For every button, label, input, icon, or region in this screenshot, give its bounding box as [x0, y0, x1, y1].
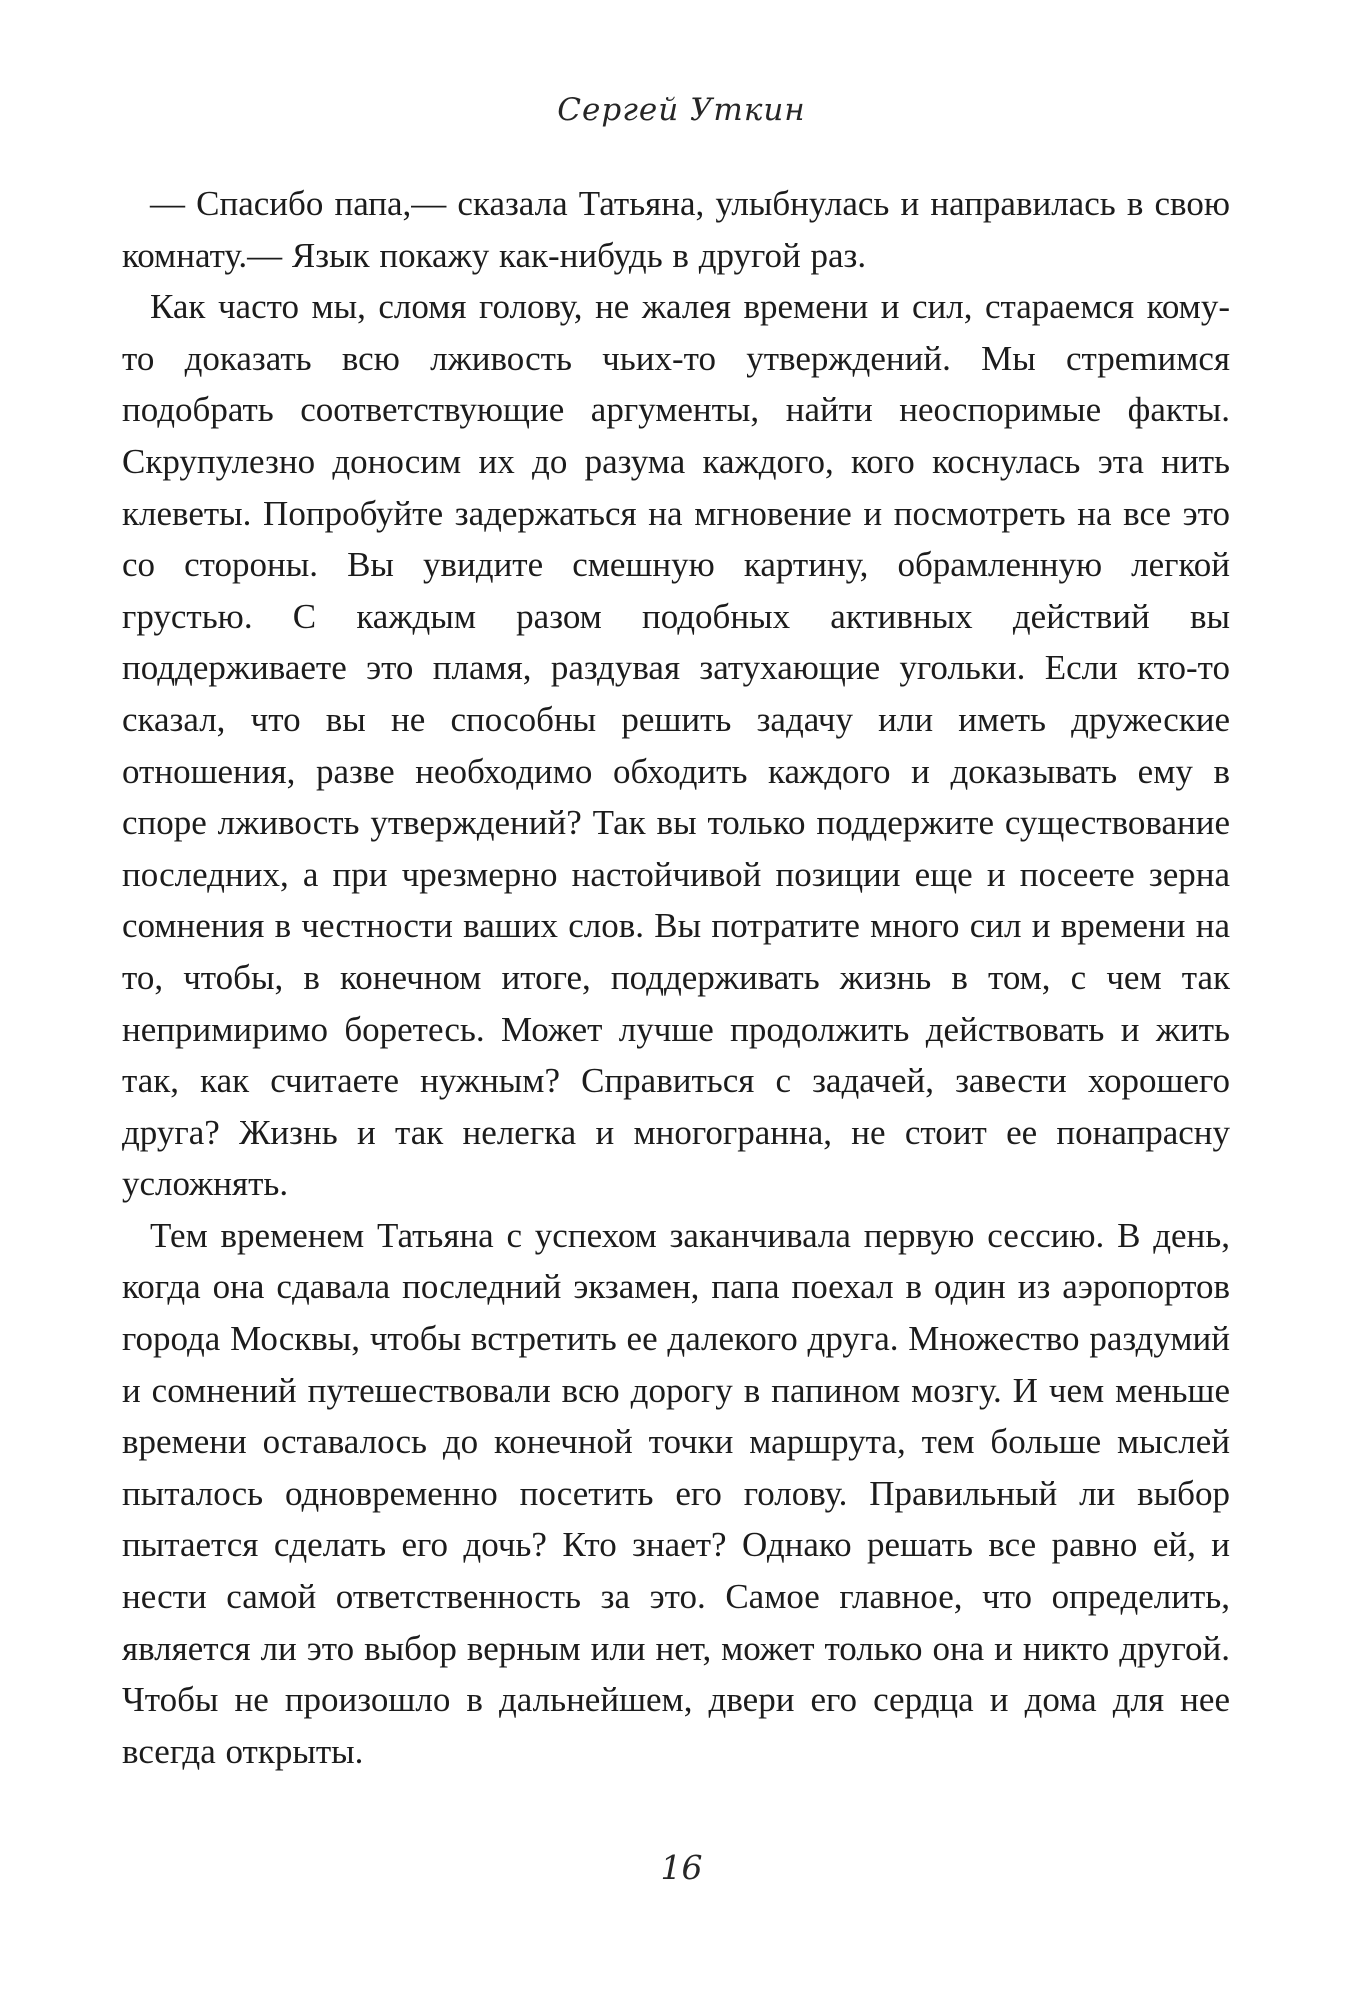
- page-number: 16: [660, 1848, 703, 1887]
- paragraph-reflection: Как часто мы, сломя голову, не жалея времени и сил, стараемся кому-то доказать всю лживость чьих-то утверждений. Мы стреmимся подобрать соответствующие аргументы, найти неоспоримые факты. Скрупулезно доносим их до разума каждого, кого коснулась эта нить клеветы. Попробуйте задержаться на мгновение и посмотреть на все это со стороны. Вы увидите смешную картину, обрамленную легкой грустью. С каждым разом подобных активных действий вы поддерживаете это пламя, раздувая затухающие угольки. Если кто-то сказал, что вы не способны решить задачу или иметь дружеские отношения, разве необходимо обходить каждого и доказывать ему в споре лживость утверждений? Так вы только поддержите существование последних, а при чрезмерно настойчивой позиции еще и посеете зерна сомнения в честности ваших слов. Вы потратите много сил и времени на то, чтобы, в конечном итоге, поддерживать жизнь в том, с чем так непримиримо боретесь. Может лучше продолжить действовать и жить так, как считаете нужным? Справиться с задачей, завести хорошего друга? Жизнь и так нелегка и многогранна, не стоит ее понапрасну усложнять.: [122, 287, 1230, 1204]
- paragraph-narrative: Тем временем Татьяна с успехом заканчивала первую сессию. В день, когда она сдавала последний экзамен, папа поехал в один из аэропортов города Москвы, чтобы встретить ее далекого друга. Множество раздумий и сомнений путешествовали всю дорогу в папином мозгу. И чем меньше времени оставалось до конечной точки маршрута, тем больше мыслей пыталось одновременно посетить его голову. Правильный ли выбор пытается сделать его дочь? Кто знает? Однако решать все равно ей, и нести самой ответственность за это. Самое главное, что определить, является ли это выбор верным или нет, может только она и никто другой. Чтобы не произошло в дальнейшем, двери его сердца и дома для нее всегда открыты.: [122, 1215, 1230, 1771]
- running-header-author: Сергей Уткин: [557, 92, 806, 128]
- paragraph-dialogue: — Спасибо папа,— сказала Татьяна, улыбнулась и направилась в свою комнату.— Язык покажу как-нибудь в другой раз.: [122, 184, 1230, 275]
- main-text: [122, 178, 1230, 1777]
